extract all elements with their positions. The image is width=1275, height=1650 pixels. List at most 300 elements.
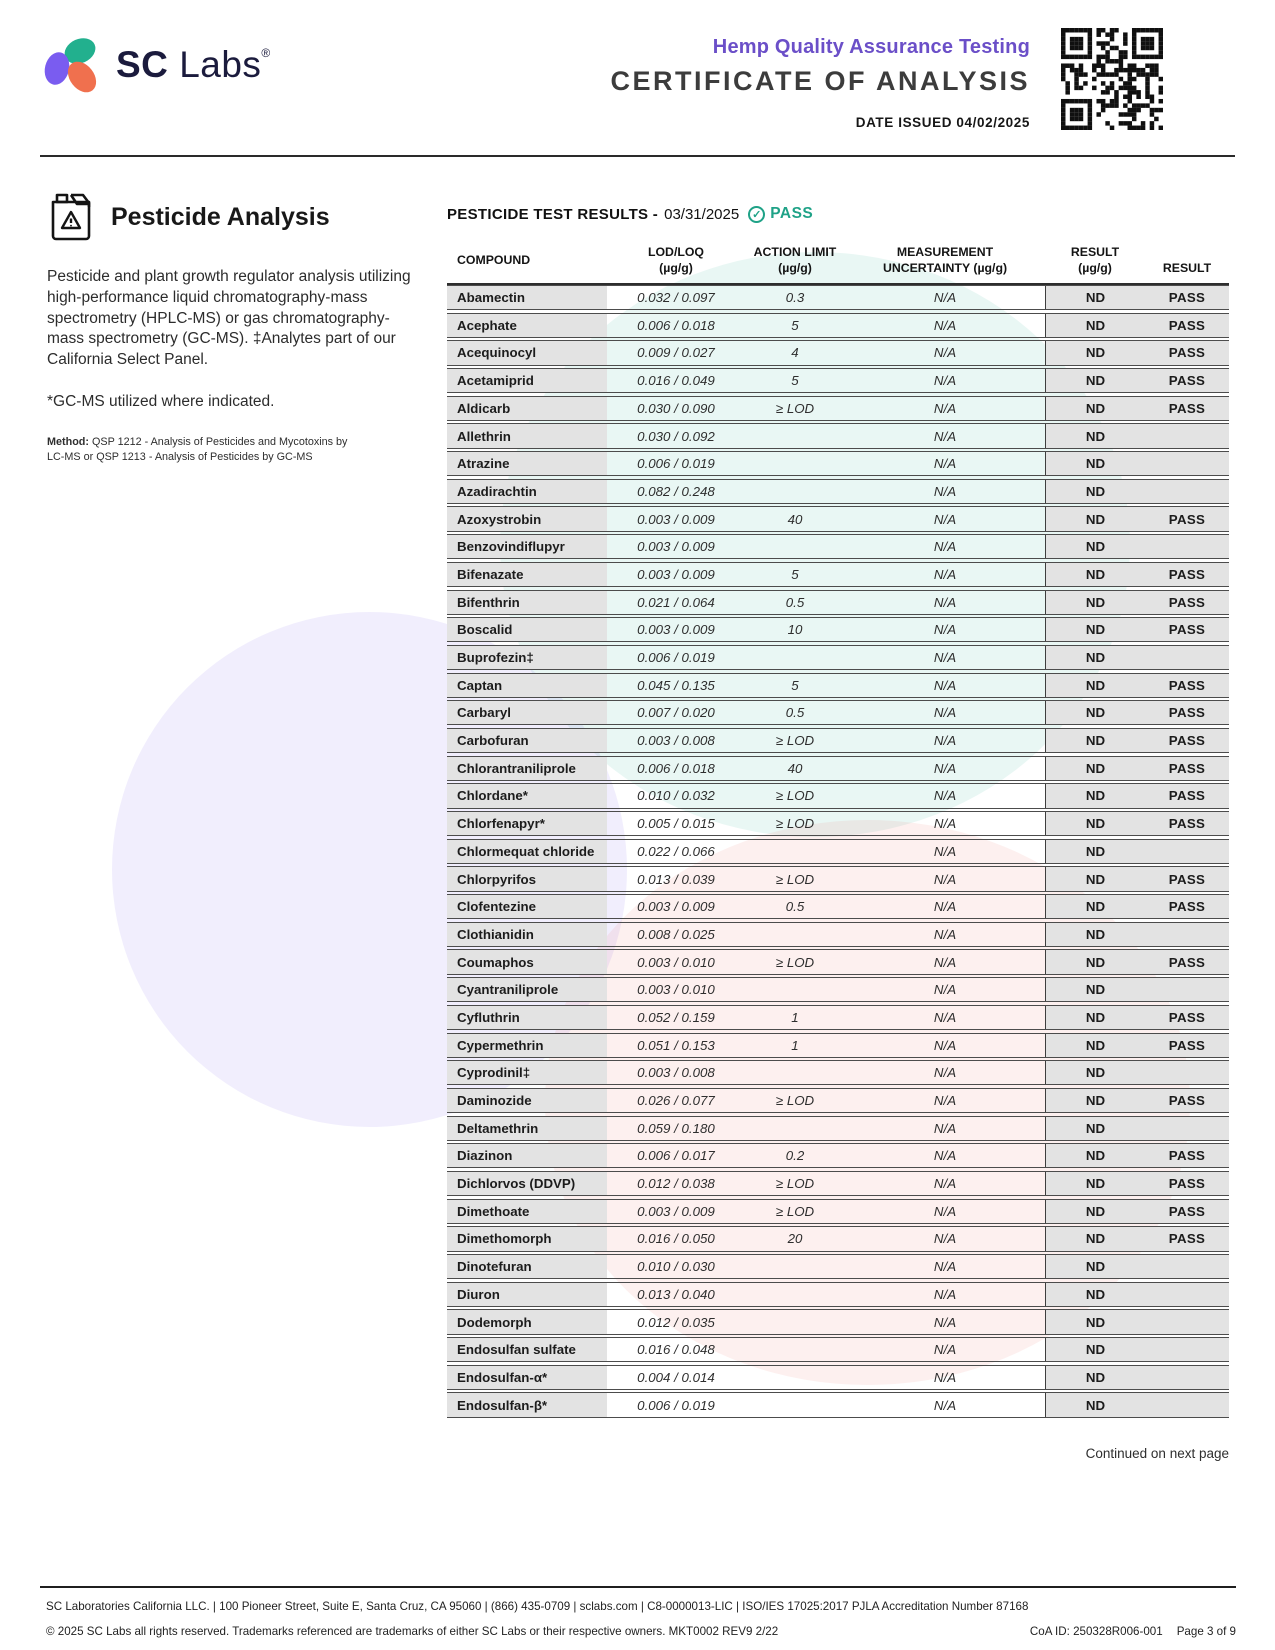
table-row <box>447 506 1229 531</box>
cell-status: PASS <box>1145 729 1229 752</box>
col-uncertainty: MEASUREMENT UNCERTAINTY (µg/g) <box>882 245 1008 275</box>
cell-uncertainty: N/A <box>933 843 957 859</box>
table-row <box>447 700 1229 725</box>
table-row <box>447 340 1229 365</box>
cell-compound: Diuron <box>447 1283 607 1306</box>
cell-action-limit: ≥ LOD <box>775 1093 815 1108</box>
cell-status: PASS <box>1145 1172 1229 1195</box>
cell-uncertainty: N/A <box>933 1065 957 1081</box>
cell-action-limit: 40 <box>787 511 803 527</box>
cell-uncertainty: N/A <box>933 622 957 638</box>
cell-lodloq: 0.009 / 0.027 <box>637 345 715 361</box>
header-divider <box>40 155 1235 157</box>
cell-status: PASS <box>1145 784 1229 807</box>
table-row <box>447 866 1229 891</box>
cell-status: PASS <box>1145 950 1229 973</box>
cell-compound: Azadirachtin <box>447 480 607 503</box>
cell-action-limit: 0.5 <box>785 899 805 915</box>
cell-compound: Aldicarb <box>447 397 607 420</box>
cell-status: PASS <box>1145 1200 1229 1223</box>
table-row <box>447 423 1229 448</box>
cell-compound: Chlorpyrifos <box>447 867 607 890</box>
cell-compound: Endosulfan-α* <box>447 1366 607 1389</box>
cell-action-limit <box>745 1117 845 1140</box>
cell-status: PASS <box>1145 397 1229 420</box>
pesticide-results-section <box>447 205 1229 1420</box>
program-title: Hemp Quality Assurance Testing <box>712 36 1030 58</box>
table-row <box>447 977 1229 1002</box>
footer-divider <box>40 1586 1236 1588</box>
table-header <box>447 245 1229 285</box>
footer-page-number: Page 3 of 9 <box>1176 1625 1236 1638</box>
cell-uncertainty: N/A <box>933 1342 957 1358</box>
cell-lodloq: 0.052 / 0.159 <box>637 1009 715 1025</box>
col-action-limit: ACTION LIMIT (µg/g) <box>753 245 837 275</box>
cell-action-limit <box>745 978 845 1001</box>
col-result-ugg: RESULT (µg/g) <box>1070 245 1120 275</box>
sclabs-logo-text <box>116 44 271 86</box>
table-row <box>447 617 1229 642</box>
cell-uncertainty: N/A <box>933 594 957 610</box>
table-row <box>447 1116 1229 1141</box>
table-row <box>447 313 1229 338</box>
cell-action-limit: ≥ LOD <box>775 954 815 970</box>
cell-action-limit <box>745 1310 845 1333</box>
table-row <box>447 839 1229 864</box>
cell-lodloq: 0.010 / 0.032 <box>637 788 715 804</box>
cell-result: ND <box>1045 1338 1145 1361</box>
cell-action-limit: 0.2 <box>785 1148 805 1164</box>
table-row <box>447 1337 1229 1362</box>
section-title: Pesticide Analysis <box>111 202 330 231</box>
cell-result: ND <box>1045 1034 1145 1057</box>
table-row <box>447 479 1229 504</box>
cell-result: ND <box>1045 1310 1145 1333</box>
cell-action-limit: 4 <box>791 345 799 361</box>
table-row <box>447 728 1229 753</box>
cell-status: PASS <box>1145 1006 1229 1029</box>
cell-uncertainty: N/A <box>933 456 957 472</box>
table-row <box>447 590 1229 615</box>
cell-lodloq: 0.022 / 0.066 <box>637 843 715 859</box>
cell-uncertainty: N/A <box>933 1093 957 1108</box>
cell-compound: Bifenazate <box>447 563 607 586</box>
cell-lodloq: 0.021 / 0.064 <box>637 594 715 610</box>
cell-status <box>1145 1366 1229 1389</box>
cell-result: ND <box>1045 286 1145 309</box>
cell-result: ND <box>1045 1061 1145 1084</box>
cell-lodloq: 0.005 / 0.015 <box>637 816 715 832</box>
cell-compound: Cyprodinil‡ <box>447 1061 607 1084</box>
table-row <box>447 1392 1229 1417</box>
cell-lodloq: 0.082 / 0.248 <box>637 483 715 499</box>
cell-lodloq: 0.003 / 0.009 <box>637 539 715 555</box>
cell-status: PASS <box>1145 895 1229 918</box>
cell-uncertainty: N/A <box>933 1314 957 1330</box>
cell-uncertainty: N/A <box>933 871 957 887</box>
cell-lodloq: 0.013 / 0.040 <box>637 1286 715 1302</box>
cell-uncertainty: N/A <box>933 1259 957 1275</box>
cell-action-limit <box>745 1255 845 1278</box>
cell-action-limit <box>745 480 845 503</box>
cell-status: PASS <box>1145 341 1229 364</box>
brand-light: Labs <box>179 44 262 85</box>
cell-uncertainty: N/A <box>933 1397 957 1413</box>
cell-result: ND <box>1045 840 1145 863</box>
cell-status <box>1145 1393 1229 1416</box>
cell-lodloq: 0.006 / 0.017 <box>637 1148 715 1164</box>
cell-compound: Chlormequat chloride <box>447 840 607 863</box>
continued-note: Continued on next page <box>1085 1446 1229 1461</box>
brand-bold: SC <box>116 44 169 85</box>
table-row <box>447 1226 1229 1251</box>
cell-compound: Captan <box>447 674 607 697</box>
cell-uncertainty: N/A <box>933 1231 957 1247</box>
cell-result: ND <box>1045 535 1145 558</box>
cell-action-limit: ≥ LOD <box>775 788 815 804</box>
cell-compound: Chlorfenapyr* <box>447 812 607 835</box>
cell-result: ND <box>1045 701 1145 724</box>
cell-result: ND <box>1045 1117 1145 1140</box>
table-row <box>447 1199 1229 1224</box>
cell-result: ND <box>1045 424 1145 447</box>
cell-result: ND <box>1045 618 1145 641</box>
cell-lodloq: 0.016 / 0.050 <box>637 1231 715 1247</box>
cell-status: PASS <box>1145 591 1229 614</box>
cell-compound: Atrazine <box>447 452 607 475</box>
cell-lodloq: 0.030 / 0.092 <box>637 428 715 444</box>
cell-result: ND <box>1045 507 1145 530</box>
cell-uncertainty: N/A <box>933 650 957 665</box>
cell-compound: Dichlorvos (DDVP) <box>447 1172 607 1195</box>
cell-result: ND <box>1045 812 1145 835</box>
table-row <box>447 1282 1229 1307</box>
cell-compound: Dimethoate <box>447 1200 607 1223</box>
cell-uncertainty: N/A <box>933 705 957 721</box>
cell-status: PASS <box>1145 286 1229 309</box>
cell-action-limit <box>745 1061 845 1084</box>
cell-uncertainty: N/A <box>933 1176 957 1192</box>
cell-result: ND <box>1045 1172 1145 1195</box>
cell-action-limit: 5 <box>791 566 799 582</box>
pass-label: PASS <box>770 205 814 222</box>
cell-lodloq: 0.012 / 0.035 <box>637 1314 715 1330</box>
cell-action-limit: 40 <box>787 760 803 776</box>
cell-uncertainty: N/A <box>933 1369 957 1385</box>
cell-result: ND <box>1045 1144 1145 1167</box>
cell-status <box>1145 1310 1229 1333</box>
cell-action-limit <box>745 840 845 863</box>
cell-status: PASS <box>1145 563 1229 586</box>
cell-lodloq: 0.059 / 0.180 <box>637 1120 715 1136</box>
cell-status: PASS <box>1145 618 1229 641</box>
cell-uncertainty: N/A <box>933 290 957 306</box>
cell-lodloq: 0.007 / 0.020 <box>637 705 715 721</box>
cell-result: ND <box>1045 563 1145 586</box>
cell-action-limit <box>745 452 845 475</box>
cell-action-limit <box>745 1283 845 1306</box>
cell-uncertainty: N/A <box>933 566 957 582</box>
table-row <box>447 534 1229 559</box>
cell-status: PASS <box>1145 701 1229 724</box>
table-row <box>447 1309 1229 1334</box>
cell-result: ND <box>1045 341 1145 364</box>
cell-result: ND <box>1045 729 1145 752</box>
cell-uncertainty: N/A <box>933 373 957 389</box>
cell-lodloq: 0.010 / 0.030 <box>637 1259 715 1275</box>
cell-lodloq: 0.003 / 0.009 <box>637 511 715 527</box>
table-row <box>447 1171 1229 1196</box>
cell-result: ND <box>1045 369 1145 392</box>
table-row <box>447 894 1229 919</box>
gcms-note: *GC-MS utilized where indicated. <box>47 392 275 410</box>
footer-lab-info: SC Laboratories California LLC. | 100 Pioneer Street, Suite E, Santa Cruz, CA 95060 | (866) 435-0709 | sclabs.com | C8-0000013-LIC | ISO/IES 17025:2017 PJLA Accreditation Number 87168 <box>46 1600 1029 1613</box>
cell-action-limit: 10 <box>787 622 803 638</box>
table-row <box>447 1005 1229 1030</box>
qr-code <box>1061 28 1163 130</box>
col-compound: COMPOUND <box>457 252 531 267</box>
cell-status: PASS <box>1145 507 1229 530</box>
cell-compound: Cyantraniliprole <box>447 978 607 1001</box>
cell-lodloq: 0.003 / 0.008 <box>637 733 715 749</box>
cell-result: ND <box>1045 646 1145 669</box>
cell-compound: Coumaphos <box>447 950 607 973</box>
cell-compound: Endosulfan-β* <box>447 1393 607 1416</box>
cell-result: ND <box>1045 923 1145 946</box>
cell-result: ND <box>1045 784 1145 807</box>
cell-uncertainty: N/A <box>933 1203 957 1219</box>
cell-compound: Dodemorph <box>447 1310 607 1333</box>
cell-status: PASS <box>1145 1089 1229 1112</box>
table-row <box>447 756 1229 781</box>
cell-uncertainty: N/A <box>933 899 957 915</box>
cell-compound: Bifenthrin <box>447 591 607 614</box>
table-row <box>447 562 1229 587</box>
cell-action-limit: 5 <box>791 317 799 333</box>
cell-uncertainty: N/A <box>933 539 957 555</box>
cell-action-limit <box>745 646 845 669</box>
cell-status: PASS <box>1145 674 1229 697</box>
table-row <box>447 645 1229 670</box>
cell-status <box>1145 1338 1229 1361</box>
cell-lodloq: 0.003 / 0.009 <box>637 622 715 638</box>
cell-lodloq: 0.016 / 0.048 <box>637 1342 715 1358</box>
table-row <box>447 396 1229 421</box>
table-row <box>447 949 1229 974</box>
cell-action-limit: 0.5 <box>785 594 805 610</box>
cell-status: PASS <box>1145 812 1229 835</box>
cell-lodloq: 0.016 / 0.049 <box>637 373 715 389</box>
cell-result: ND <box>1045 1255 1145 1278</box>
cell-action-limit <box>745 923 845 946</box>
cell-uncertainty: N/A <box>933 926 957 942</box>
cell-compound: Endosulfan sulfate <box>447 1338 607 1361</box>
cell-action-limit: 1 <box>791 1009 799 1025</box>
cell-compound: Boscalid <box>447 618 607 641</box>
cell-uncertainty: N/A <box>933 1009 957 1025</box>
cell-status: PASS <box>1145 1144 1229 1167</box>
cell-status <box>1145 646 1229 669</box>
cell-action-limit: ≥ LOD <box>775 1176 815 1192</box>
results-title <box>447 205 1229 223</box>
cell-result: ND <box>1045 1366 1145 1389</box>
cell-compound: Diazinon <box>447 1144 607 1167</box>
cell-action-limit: 0.5 <box>785 705 805 721</box>
cell-result: ND <box>1045 1200 1145 1223</box>
method-label: Method: <box>47 435 89 448</box>
table-row <box>447 1254 1229 1279</box>
cell-lodloq: 0.003 / 0.009 <box>637 899 715 915</box>
cell-status: PASS <box>1145 757 1229 780</box>
cell-compound: Deltamethrin <box>447 1117 607 1140</box>
cell-uncertainty: N/A <box>933 677 957 693</box>
cell-compound: Abamectin <box>447 286 607 309</box>
table-row <box>447 451 1229 476</box>
cell-compound: Chlorantraniliprole <box>447 757 607 780</box>
cell-lodloq: 0.013 / 0.039 <box>637 871 715 887</box>
cell-status <box>1145 480 1229 503</box>
pesticide-table-body <box>447 285 1229 1418</box>
results-date: 03/31/2025 <box>664 205 740 223</box>
cell-result: ND <box>1045 674 1145 697</box>
cell-result: ND <box>1045 314 1145 337</box>
cell-result: ND <box>1045 1089 1145 1112</box>
cell-lodloq: 0.008 / 0.025 <box>637 926 715 942</box>
cell-result: ND <box>1045 397 1145 420</box>
cell-action-limit <box>745 1393 845 1416</box>
table-row <box>447 922 1229 947</box>
cell-action-limit <box>745 1338 845 1361</box>
footer-legal <box>46 1625 1236 1638</box>
cell-uncertainty: N/A <box>933 345 957 361</box>
cell-uncertainty: N/A <box>933 1037 957 1053</box>
cell-compound: Carbaryl <box>447 701 607 724</box>
cell-lodloq: 0.006 / 0.018 <box>637 317 715 333</box>
cell-compound: Azoxystrobin <box>447 507 607 530</box>
cell-result: ND <box>1045 950 1145 973</box>
cell-result: ND <box>1045 1283 1145 1306</box>
cell-status <box>1145 1283 1229 1306</box>
cell-uncertainty: N/A <box>933 400 957 416</box>
cell-action-limit: ≥ LOD <box>775 733 815 749</box>
cell-lodloq: 0.032 / 0.097 <box>637 290 715 306</box>
cell-status <box>1145 535 1229 558</box>
footer-coa-id: CoA ID: 250328R006-001 <box>1029 1625 1163 1638</box>
cell-action-limit: ≥ LOD <box>775 816 815 832</box>
cell-result: ND <box>1045 591 1145 614</box>
cell-action-limit: ≥ LOD <box>775 1203 815 1219</box>
cell-lodloq: 0.006 / 0.019 <box>637 1397 715 1413</box>
cell-uncertainty: N/A <box>933 733 957 749</box>
table-row <box>447 1143 1229 1168</box>
cell-uncertainty: N/A <box>933 428 957 444</box>
cell-status <box>1145 1255 1229 1278</box>
cell-result: ND <box>1045 480 1145 503</box>
table-row <box>447 285 1229 310</box>
cell-status <box>1145 840 1229 863</box>
cell-result: ND <box>1045 757 1145 780</box>
table-row <box>447 1033 1229 1058</box>
pesticide-analysis-panel <box>47 192 419 466</box>
cell-compound: Acephate <box>447 314 607 337</box>
cell-lodloq: 0.003 / 0.010 <box>637 982 715 998</box>
cell-compound: Allethrin <box>447 424 607 447</box>
sclabs-logo <box>44 36 271 94</box>
cell-result: ND <box>1045 978 1145 1001</box>
cell-uncertainty: N/A <box>933 511 957 527</box>
cell-uncertainty: N/A <box>933 982 957 998</box>
table-row <box>447 811 1229 836</box>
cell-uncertainty: N/A <box>933 1120 957 1136</box>
section-description: Pesticide and plant growth regulator analysis utilizing high-performance liquid chromatography-mass spectrometry (HPLC-MS) or gas chromatography-mass spectrometry (GC-MS). ‡Analytes part of our California Select Panel. <box>47 268 411 369</box>
cell-status <box>1145 452 1229 475</box>
cell-lodloq: 0.003 / 0.008 <box>637 1065 715 1081</box>
cell-result: ND <box>1045 895 1145 918</box>
method-value: QSP 1212 - Analysis of Pesticides and Mycotoxins by LC-MS or QSP 1213 - Analysis of Pesticides by GC-MS <box>47 435 348 464</box>
cell-uncertainty: N/A <box>933 1286 957 1302</box>
table-row <box>447 1088 1229 1113</box>
cell-lodloq: 0.006 / 0.019 <box>637 650 715 665</box>
cell-uncertainty: N/A <box>933 317 957 333</box>
header-titles <box>470 36 1030 130</box>
cell-lodloq: 0.006 / 0.019 <box>637 456 715 472</box>
cell-compound: Benzovindiflupyr <box>447 535 607 558</box>
cell-status: PASS <box>1145 1034 1229 1057</box>
cell-action-limit: 20 <box>787 1231 803 1247</box>
cell-lodloq: 0.003 / 0.010 <box>637 954 715 970</box>
cell-uncertainty: N/A <box>933 483 957 499</box>
table-row <box>447 1365 1229 1390</box>
pesticide-jug-icon <box>47 192 95 242</box>
cell-status <box>1145 1117 1229 1140</box>
cell-lodloq: 0.026 / 0.077 <box>637 1093 715 1108</box>
cell-action-limit: ≥ LOD <box>775 400 815 416</box>
pass-badge <box>748 205 813 223</box>
cell-action-limit: 1 <box>791 1037 799 1053</box>
cell-status <box>1145 424 1229 447</box>
registered-mark: ® <box>261 46 271 60</box>
cell-compound: Acequinocyl <box>447 341 607 364</box>
table-row <box>447 1060 1229 1085</box>
document-title: CERTIFICATE OF ANALYSIS <box>610 66 1030 96</box>
table-row <box>447 368 1229 393</box>
cell-lodloq: 0.003 / 0.009 <box>637 566 715 582</box>
cell-action-limit <box>745 424 845 447</box>
cell-lodloq: 0.045 / 0.135 <box>637 677 715 693</box>
cell-lodloq: 0.030 / 0.090 <box>637 400 715 416</box>
cell-status: PASS <box>1145 1227 1229 1250</box>
cell-uncertainty: N/A <box>933 816 957 832</box>
cell-result: ND <box>1045 1227 1145 1250</box>
cell-status <box>1145 978 1229 1001</box>
cell-compound: Cyfluthrin <box>447 1006 607 1029</box>
cell-lodloq: 0.004 / 0.014 <box>637 1369 715 1385</box>
col-lodloq: LOD/LOQ (µg/g) <box>647 245 704 275</box>
date-issued: DATE ISSUED 04/02/2025 <box>855 115 1030 130</box>
cell-compound: Acetamiprid <box>447 369 607 392</box>
footer-copyright: © 2025 SC Labs all rights reserved. Trademarks referenced are trademarks of either SC Labs or their respective owners. MKT0002 REV9 2/22 <box>46 1625 779 1638</box>
results-title-label: PESTICIDE TEST RESULTS - <box>447 205 659 223</box>
cell-compound: Dimethomorph <box>447 1227 607 1250</box>
cell-compound: Daminozide <box>447 1089 607 1112</box>
cell-action-limit: 5 <box>791 677 799 693</box>
cell-uncertainty: N/A <box>933 954 957 970</box>
cell-action-limit: ≥ LOD <box>775 871 815 887</box>
cell-action-limit <box>745 535 845 558</box>
cell-action-limit <box>745 1366 845 1389</box>
cell-compound: Carbofuran <box>447 729 607 752</box>
cell-compound: Buprofezin‡ <box>447 646 607 669</box>
